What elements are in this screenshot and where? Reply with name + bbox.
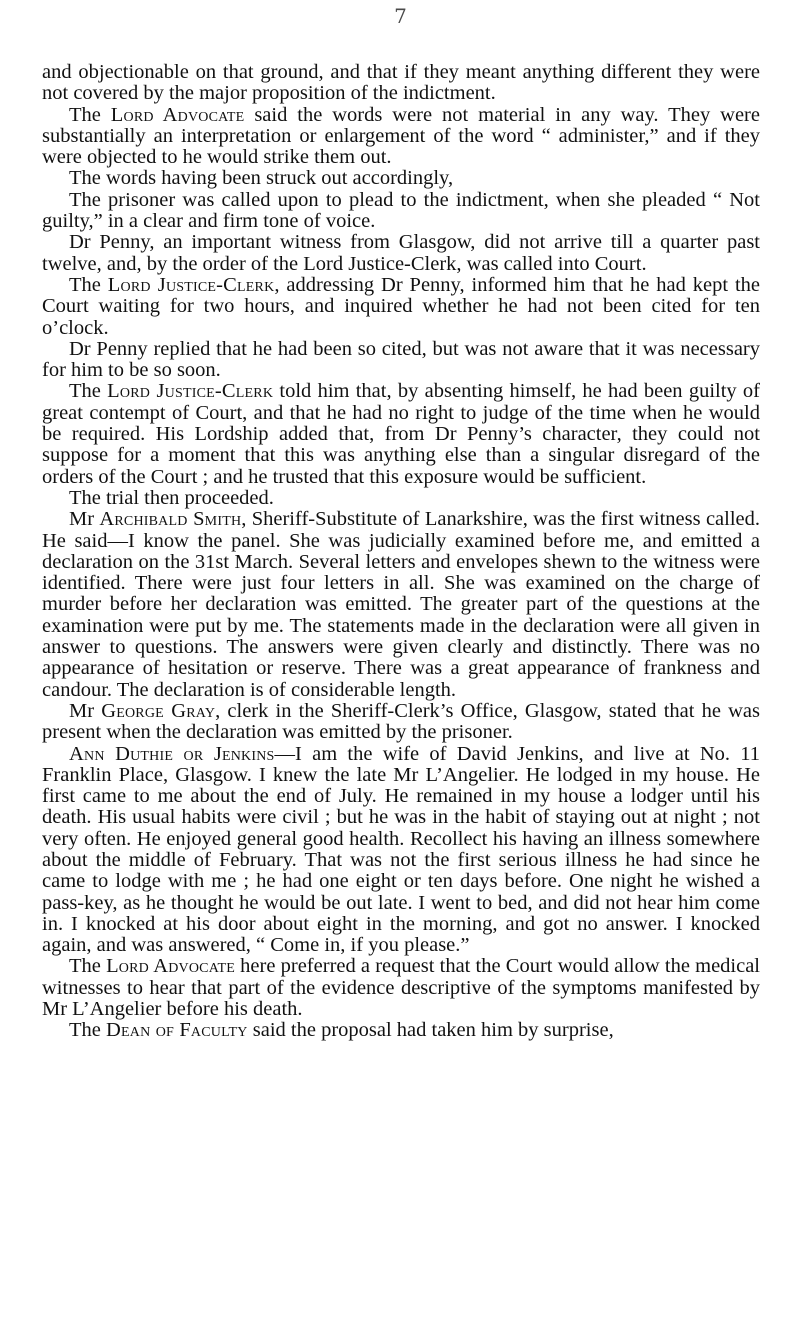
text-run: —I am the wife of David Jenkins, and live at No. 11 Franklin Place, Glasgow. I knew the late Mr L’Angelier. He lodged in my house. He first came to me about the end of July. He remained in my house a lodger until his death. His usual habits were civil ; but he was in the habit of staying out at night ; not very often. He enjoyed general good health. Recollect his having an illness somewhere about the middle of February. That was not the first serious illness he had since he came to lodge with me ; he had one eight or ten days before. One night he wished a pass-key, as he thought he would be out late. I went to bed, and did not hear him come in. I knocked at his door about eight in the morning, and got no answer. I knocked again, and was answered, “ Come in, if you please.” xyxy=(42,742,760,957)
paragraph-p13 xyxy=(42,956,760,1020)
paragraph-p09 xyxy=(42,488,760,509)
text-run: Mr xyxy=(69,699,102,722)
paragraph-p12 xyxy=(42,744,760,957)
text-run: here preferred a request that the Court would allow the medical witnesses to hear that part of the evidence descriptive of the symptoms manifested by Mr L’Angelier before his death. xyxy=(42,955,761,1021)
text-run: The xyxy=(69,380,108,403)
speaker-name: Lord Advocate xyxy=(106,955,235,978)
paragraph-p02 xyxy=(42,105,760,169)
paragraph-p07 xyxy=(42,339,760,382)
speaker-name: George Gray xyxy=(101,699,216,722)
speaker-name: Dean of Faculty xyxy=(106,1019,248,1042)
text-run: Dr Penny, an important witness from Glasgow, did not arrive till a quarter past twelve, and, by the order of the Lord Justice-Clerk, was called into Court. xyxy=(42,231,760,275)
speaker-name: Archibald Smith xyxy=(99,508,242,531)
paragraph-p11 xyxy=(42,701,760,744)
speaker-name: Lord Advocate xyxy=(110,103,245,126)
text-run: said the words were not material in any way. They were substantially an interpretation or enlargement of the word “ administer,” and if they were objected to he would strike them out. xyxy=(42,103,760,169)
text-run: The xyxy=(69,273,108,296)
paragraph-p04 xyxy=(42,190,760,233)
text-run: The xyxy=(69,1019,106,1042)
speaker-name: Lord Justice-Clerk xyxy=(107,273,275,296)
text-run: The xyxy=(69,103,111,126)
paragraph-p10 xyxy=(42,509,760,701)
paragraph-p08 xyxy=(42,381,760,487)
paragraph-p01 xyxy=(42,62,760,105)
paragraph-p14 xyxy=(42,1020,760,1041)
text-run: Dr Penny replied that he had been so cited, but was not aware that it was necessary for him to be so soon. xyxy=(42,337,760,382)
text-run: , addressing Dr Penny, informed him that he had kept the Court waiting for two hours, and inquired whether he had not been cited for ten o’clock. xyxy=(42,273,760,339)
text-run: , clerk in the Sheriff-Clerk’s Office, Glasgow, stated that he was present when the declaration was emitted by the prisoner. xyxy=(42,699,760,744)
text-run: and objectionable on that ground, and that if they meant anything different they were not covered by the major proposition of the indictment. xyxy=(42,61,760,105)
page-number: 7 xyxy=(394,4,407,28)
text-run: The prisoner was called upon to plead to the indictment, when she pleaded “ Not guilty,” in a clear and firm tone of voice. xyxy=(42,188,760,233)
text-run: said the proposal had taken him by surprise, xyxy=(247,1019,614,1042)
text-run: The xyxy=(69,955,107,978)
body-text xyxy=(42,62,760,1042)
text-run: Mr xyxy=(69,508,100,531)
paragraph-p06 xyxy=(42,275,760,339)
text-run: The words having been struck out accordingly, xyxy=(69,167,454,190)
speaker-name: Ann Duthie or Jenkins xyxy=(69,742,275,765)
text-run: The trial then proceeded. xyxy=(69,486,274,509)
paragraph-p03 xyxy=(42,168,760,189)
paragraph-p05 xyxy=(42,232,760,275)
text-run: , Sheriff-Substitute of Lanarkshire, was the first witness called. He said—I know the panel. She was judicially examined before me, and emitted a declaration on the 31st March. Several letters and envelopes shewn to the witness were identified. There were just four letters in all. She was examined on the charge of murder before her declaration was emitted. The greater part of the questions at the examination were put by me. The statements made in the declaration were all given in answer to questions. The answers were given clearly and distinctly. There was no appearance of hesitation or reserve. There was a great appearance of frankness and candour. The declaration is of considerable length. xyxy=(42,508,761,701)
text-run: told him that, by absenting himself, he had been guilty of great contempt of Court, and that he had no right to judge of the time when he would be required. His Lordship added that, from Dr Penny’s character, they could not suppose for a moment that this was anything else than a singular disregard of the orders of the Court ; and he trusted that this exposure would be sufficient. xyxy=(42,380,761,488)
speaker-name: Lord Justice-Clerk xyxy=(107,380,274,403)
